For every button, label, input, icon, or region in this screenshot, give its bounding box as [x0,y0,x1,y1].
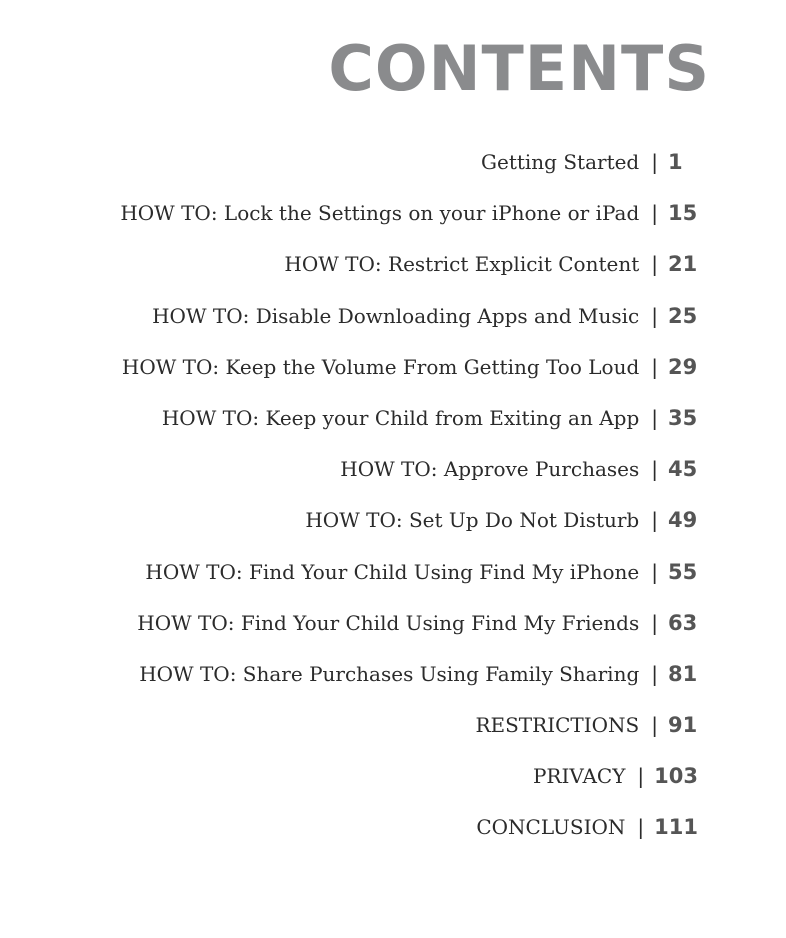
toc-entry-title: HOW TO: Find Your Child Using Find My iPhone [145,559,640,584]
toc-entry[interactable] [120,355,698,406]
toc-page-number: 1 [668,150,683,174]
toc-entry-title: Getting Started [481,150,640,174]
toc-separator: | [651,252,658,277]
toc-entry-title: HOW TO: Keep the Volume From Getting Too Loud [121,354,640,379]
toc-page-number: 81 [668,661,698,686]
toc-separator: | [651,713,658,738]
toc-entry-title: HOW TO: Restrict Explicit Content [284,252,640,277]
toc-entry-title: CONCLUSION [476,815,626,840]
toc-separator: | [651,150,658,174]
toc-separator: | [651,303,658,328]
toc-separator: | [651,201,658,226]
toc-entry[interactable] [120,201,698,252]
toc-entry-title: HOW TO: Disable Downloading Apps and Music [152,303,640,328]
toc-page-number: 35 [668,405,698,430]
toc-entry-title: HOW TO: Approve Purchases [340,457,640,482]
toc-entry[interactable] [120,150,698,201]
toc-page-number: 21 [668,252,698,277]
toc-entry-title: HOW TO: Keep your Child from Exiting an App [161,405,640,430]
toc-entry[interactable] [120,764,698,815]
toc-entry-title: HOW TO: Set Up Do Not Disturb [305,508,640,533]
toc-separator: | [651,610,658,635]
toc-entry[interactable] [120,457,698,508]
toc-page-number: 63 [668,610,698,635]
toc-page-number: 55 [668,559,698,584]
toc-page-number: 111 [654,815,698,840]
toc-entry[interactable] [120,406,698,457]
table-of-contents [120,150,698,867]
toc-separator: | [637,764,645,789]
toc-page-number: 29 [668,354,698,379]
toc-separator: | [651,405,658,430]
toc-separator: | [651,661,658,686]
toc-entry[interactable] [120,560,698,611]
toc-entry[interactable] [120,508,698,559]
toc-entry-title: RESTRICTIONS [475,713,640,738]
toc-separator: | [651,508,658,533]
toc-page-number: 49 [668,508,698,533]
toc-page-number: 91 [668,713,698,738]
toc-entry[interactable] [120,611,698,662]
toc-entry-title: PRIVACY [532,764,626,789]
toc-page-number: 25 [668,303,698,328]
contents-title: CONTENTS [328,32,710,105]
toc-separator: | [651,559,658,584]
toc-separator: | [651,457,658,482]
toc-separator: | [637,815,645,840]
toc-entry-title: HOW TO: Share Purchases Using Family Sharing [139,661,640,686]
toc-page-number: 103 [654,764,698,789]
toc-page-number: 15 [668,201,698,226]
toc-page-number: 45 [668,457,698,482]
toc-entry[interactable] [120,662,698,713]
toc-separator: | [651,354,658,379]
toc-entry[interactable] [120,815,698,866]
toc-entry-title: HOW TO: Lock the Settings on your iPhone or iPad [120,201,640,226]
toc-entry[interactable] [120,713,698,764]
toc-entry-title: HOW TO: Find Your Child Using Find My Friends [137,610,640,635]
toc-entry[interactable] [120,252,698,303]
toc-entry[interactable] [120,304,698,355]
